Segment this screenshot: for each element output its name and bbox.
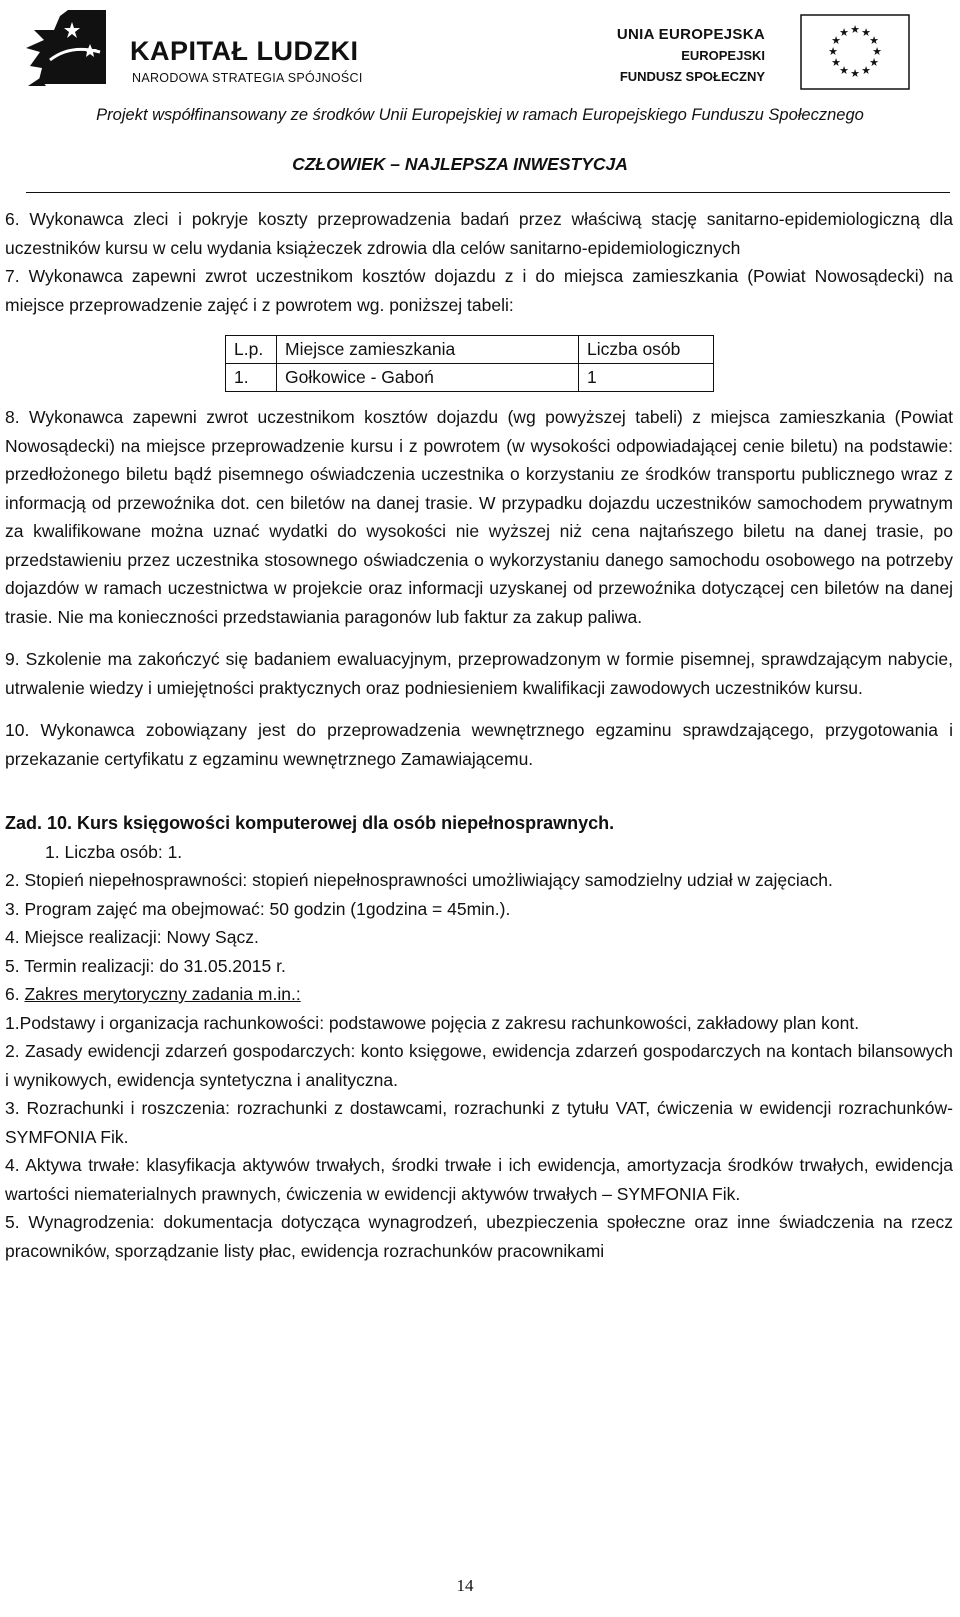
svg-text:★: ★ (839, 64, 849, 77)
list-item-5: 5. Termin realizacji: do 31.05.2015 r. (5, 955, 286, 976)
paragraph-8: 8. Wykonawca zapewni zwrot uczestnikom kosztów dojazdu (wg powyższej tabeli) z miejsca zamieszkania (Powiat Nowosądecki) na miejsce przeprowadzenie kursu i z powrotem (w wysokości odpowiadającej cenie biletu) na podstawie: przedłożonego biletu bądź pisemnego oświadczenia uczestnika o korzystaniu ze środków transportu publicznego wraz z informacją od przewoźnika dot. cen biletów na danej trasie. W przypadku dojazdu uczestników samochodem prywatnym za kwalifikowane można uznać wydatki do wysokości nie wyższej niż cena najtańszego biletu na danej trasie, po przedstawieniu przez uczestnika stosownego oświadczenia o wykorzystaniu danego samochodu osobowego na potrzeby dojazdów w ramach uczestnictwa w projekcie oraz informacji uzyskanej od przewoźnika dotyczącej cen biletów na danej trasie. Nie ma konieczności przedstawiania paragonów lub faktur za zakup paliwa. (5, 407, 953, 627)
svg-text:★: ★ (861, 64, 871, 77)
list-item-6-number: 6. (5, 984, 20, 1004)
svg-text:★: ★ (831, 56, 841, 69)
logo-subtitle: NARODOWA STRATEGIA SPÓJNOŚCI (132, 71, 363, 85)
eu-text-block (617, 24, 765, 87)
eu-line-1: UNIA EUROPEJSKA (616, 26, 765, 43)
kapital-ludzki-logo (20, 8, 363, 88)
svg-text:★: ★ (869, 56, 879, 69)
document-body (5, 205, 953, 1265)
cofinancing-note: Projekt współfinansowany ze środków Unii Europejskiej w ramach Europejskiego Funduszu Społecznego (96, 106, 864, 124)
table-cell: 1 (579, 364, 714, 392)
paragraph-10: 10. Wykonawca zobowiązany jest do przeprowadzenia wewnętrznego egzaminu sprawdzającego, przygotowania i przekazanie certyfikatu z egzaminu wewnętrznego Zamawiającemu. (5, 720, 953, 769)
list-item-3: 3. Program zajęć ma obejmować: 50 godzin (1godzina = 45min.). (5, 898, 511, 919)
table-header-cell: L.p. (226, 336, 277, 364)
logo-title: KAPITAŁ LUDZKI (130, 36, 359, 66)
kapital-ludzki-emblem-icon (20, 8, 110, 88)
svg-text:★: ★ (850, 23, 860, 36)
table-header-cell: Miejsce zamieszkania (277, 336, 579, 364)
scope-item-5: 5. Wynagrodzenia: dokumentacja dotycząca wynagrodzeń, ubezpieczenia społeczne oraz inne świadczenia na rzecz pracowników, sporządzanie listy płac, ewidencja rozrachunków pracownikami (5, 1212, 953, 1261)
eu-line-2: EUROPEJSKI (681, 48, 765, 63)
header-divider (26, 192, 950, 193)
list-item-6-text: Zakres merytoryczny zadania m.in.: (24, 984, 301, 1004)
svg-text:★: ★ (850, 67, 860, 80)
table-cell: Gołkowice - Gaboń (277, 364, 579, 392)
list-item-1: 1. Liczba osób: 1. (45, 841, 183, 862)
paragraph-7: 7. Wykonawca zapewni zwrot uczestnikom kosztów dojazdu z i do miejsca zamieszkania (Powiat Nowosądecki) na miejsce przeprowadzenie zajęć i z powrotem wg. poniższej tabeli: (5, 266, 953, 315)
table-row (226, 364, 714, 392)
scope-item-4: 4. Aktywa trwałe: klasyfikacja aktywów trwałych, środki trwałe i ich ewidencja, amortyzacja środków trwałych, ewidencja wartości niematerialnych prawnych, ćwiczenia w ewidencji aktywów trwałych – SYMFONIA Fik. (5, 1155, 953, 1204)
scope-item-2: 2. Zasady ewidencji zdarzeń gospodarczych: konto księgowe, ewidencja zdarzeń gospodarczych na kontach bilansowych i wynikowych, ewidencja syntetyczna i analityczna. (5, 1041, 953, 1090)
svg-text:★: ★ (872, 45, 882, 58)
table-header-row (226, 336, 714, 364)
svg-text:★: ★ (831, 34, 841, 47)
paragraph-9: 9. Szkolenie ma zakończyć się badaniem ewaluacyjnym, przeprowadzonym w formie pisemnej, sprawdzającym nabycie, utrwalenie wiedzy i umiejętności praktycznych oraz podniesieniem kwalifikacji zawodowych uczestników kursu. (5, 649, 953, 698)
list-item-4: 4. Miejsce realizacji: Nowy Sącz. (5, 927, 259, 947)
scope-item-1: 1.Podstawy i organizacja rachunkowości: podstawowe pojęcia z zakresu rachunkowości, zakładowy plan kont. (5, 1012, 860, 1033)
svg-text:★: ★ (861, 26, 871, 39)
list-item-2: 2. Stopień niepełnosprawności: stopień niepełnosprawności umożliwiający samodzielny udział w zajęciach. (5, 870, 833, 890)
scope-item-3: 3. Rozrachunki i roszczenia: rozrachunki z dostawcami, rozrachunki z tytułu VAT, ćwiczenia w ewidencji rozrachunków- SYMFONIA Fik. (5, 1098, 953, 1147)
eu-line-3: FUNDUSZ SPOŁECZNY (619, 69, 765, 84)
svg-text:★: ★ (828, 45, 838, 58)
svg-text:★: ★ (839, 26, 849, 39)
eu-flag-icon (800, 14, 910, 90)
page-number: 14 (456, 1576, 474, 1595)
residence-table (225, 335, 714, 392)
task-10-heading: Zad. 10. Kurs księgowości komputerowej dla osób niepełnosprawnych. (5, 813, 615, 833)
program-motto: CZŁOWIEK – NAJLEPSZA INWESTYCJA (292, 154, 628, 174)
document-header (0, 0, 960, 200)
table-cell: 1. (226, 364, 277, 392)
paragraph-6: 6. Wykonawca zleci i pokryje koszty przeprowadzenia badań przez właściwą stację sanitarno-epidemiologiczną dla uczestników kursu w celu wydania książeczek zdrowia dla celów sanitarno-epidemiologicznych (5, 209, 953, 258)
table-header-cell: Liczba osób (579, 336, 714, 364)
list-item-6 (5, 980, 953, 1009)
svg-text:★: ★ (869, 34, 879, 47)
